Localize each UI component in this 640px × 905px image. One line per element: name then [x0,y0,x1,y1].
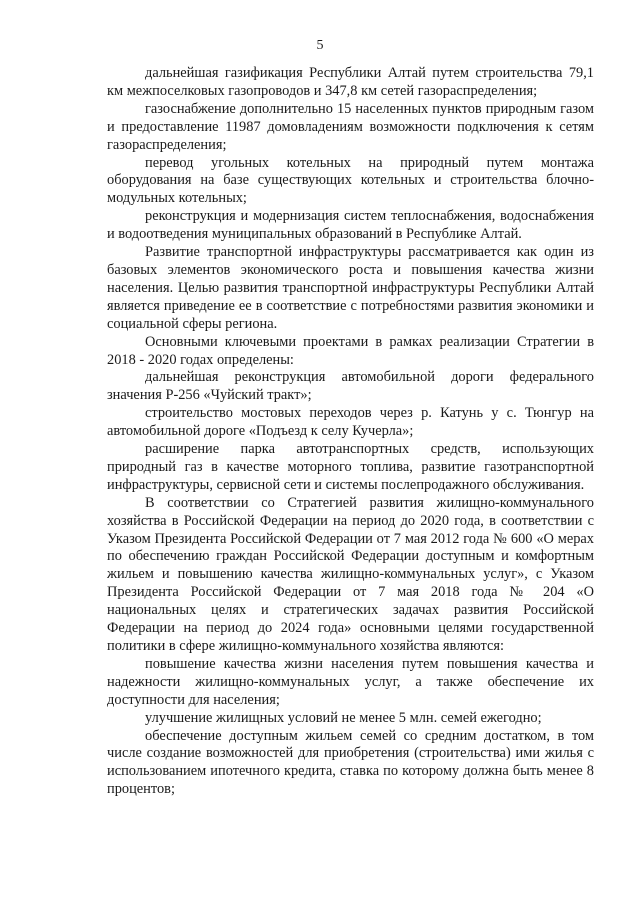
paragraph-housing-strategy: В соответствии со Стратегией развития жилищно-коммунального хозяйства в Российской Федерации на период до 2020 года, в соответствии с Указом Президента Российской Федерации от 7 мая 2012 года № 600 «О мерах по обеспечению граждан Российской Федерации доступным и комфортным жильем и повышению качества жилищно-коммунальных услуг», с Указом Президента Российской Федерации от 7 мая 2018 года № 204 «О национальных целях и стратегических задачах развития Российской Федерации на период до 2024 года» основными целями государственной политики в сфере жилищно-коммунального хозяйства являются: [107,494,594,654]
body-text [107,65,594,799]
paragraph-affordable-housing: обеспечение доступным жильем семей со средним достатком, в том числе создание возможностей для приобретения (строительства) ими жилья с использованием ипотечного кредита, ставка по которому должна быть менее 8 процентов; [107,727,594,798]
paragraph-chuysky-tract: дальнейшая реконструкция автомобильной дороги федерального значения Р-256 «Чуйский тракт»; [107,369,594,404]
paragraph-quality-of-life: повышение качества жизни населения путем повышения качества и надежности жилищно-коммунальных услуг, а также обеспечение их доступности для населения; [107,655,594,708]
paragraph-gas-vehicles: расширение парка автотранспортных средств, использующих природный газ в качестве моторного топлива, развитие газотранспортной инфраструктуры, сервисной сети и системы послепродажного обслуживания. [107,441,594,493]
paragraph-gas-supply: газоснабжение дополнительно 15 населенных пунктов природным газом и предоставление 11987 домовладениям возможности подключения к сетям газораспределения; [107,100,594,153]
paragraph-key-projects: Основными ключевыми проектами в рамках реализации Стратегии в 2018 - 2020 годах определены: [107,333,594,368]
paragraph-reconstruction: реконструкция и модернизация систем теплоснабжения, водоснабжения и водоотведения муниципальных образований в Республике Алтай. [107,208,594,243]
paragraph-bridges: строительство мостовых переходов через р. Катунь у с. Тюнгур на автомобильной дороге «Подъезд к селу Кучерла»; [107,405,594,440]
paragraph-transport: Развитие транспортной инфраструктуры рассматривается как один из базовых элементов экономического роста и повышения качества жизни населения. Целью развития транспортной инфраструктуры Республики Алтай является приведение ее в соответствие с потребностями развития экономики и социальной сферы региона. [107,244,594,332]
page-number: 5 [316,38,324,53]
paragraph-housing-conditions: улучшение жилищных условий не менее 5 млн. семей ежегодно; [145,709,542,726]
paragraph-coal-boilers: перевод угольных котельных на природный путем монтажа оборудования на базе существующих котельных и строительства блочно-модульных котельных; [107,154,594,207]
paragraph-gasification: дальнейшая газификация Республики Алтай путем строительства 79,1 км межпоселковых газопроводов и 347,8 км сетей газораспределения; [107,65,594,99]
